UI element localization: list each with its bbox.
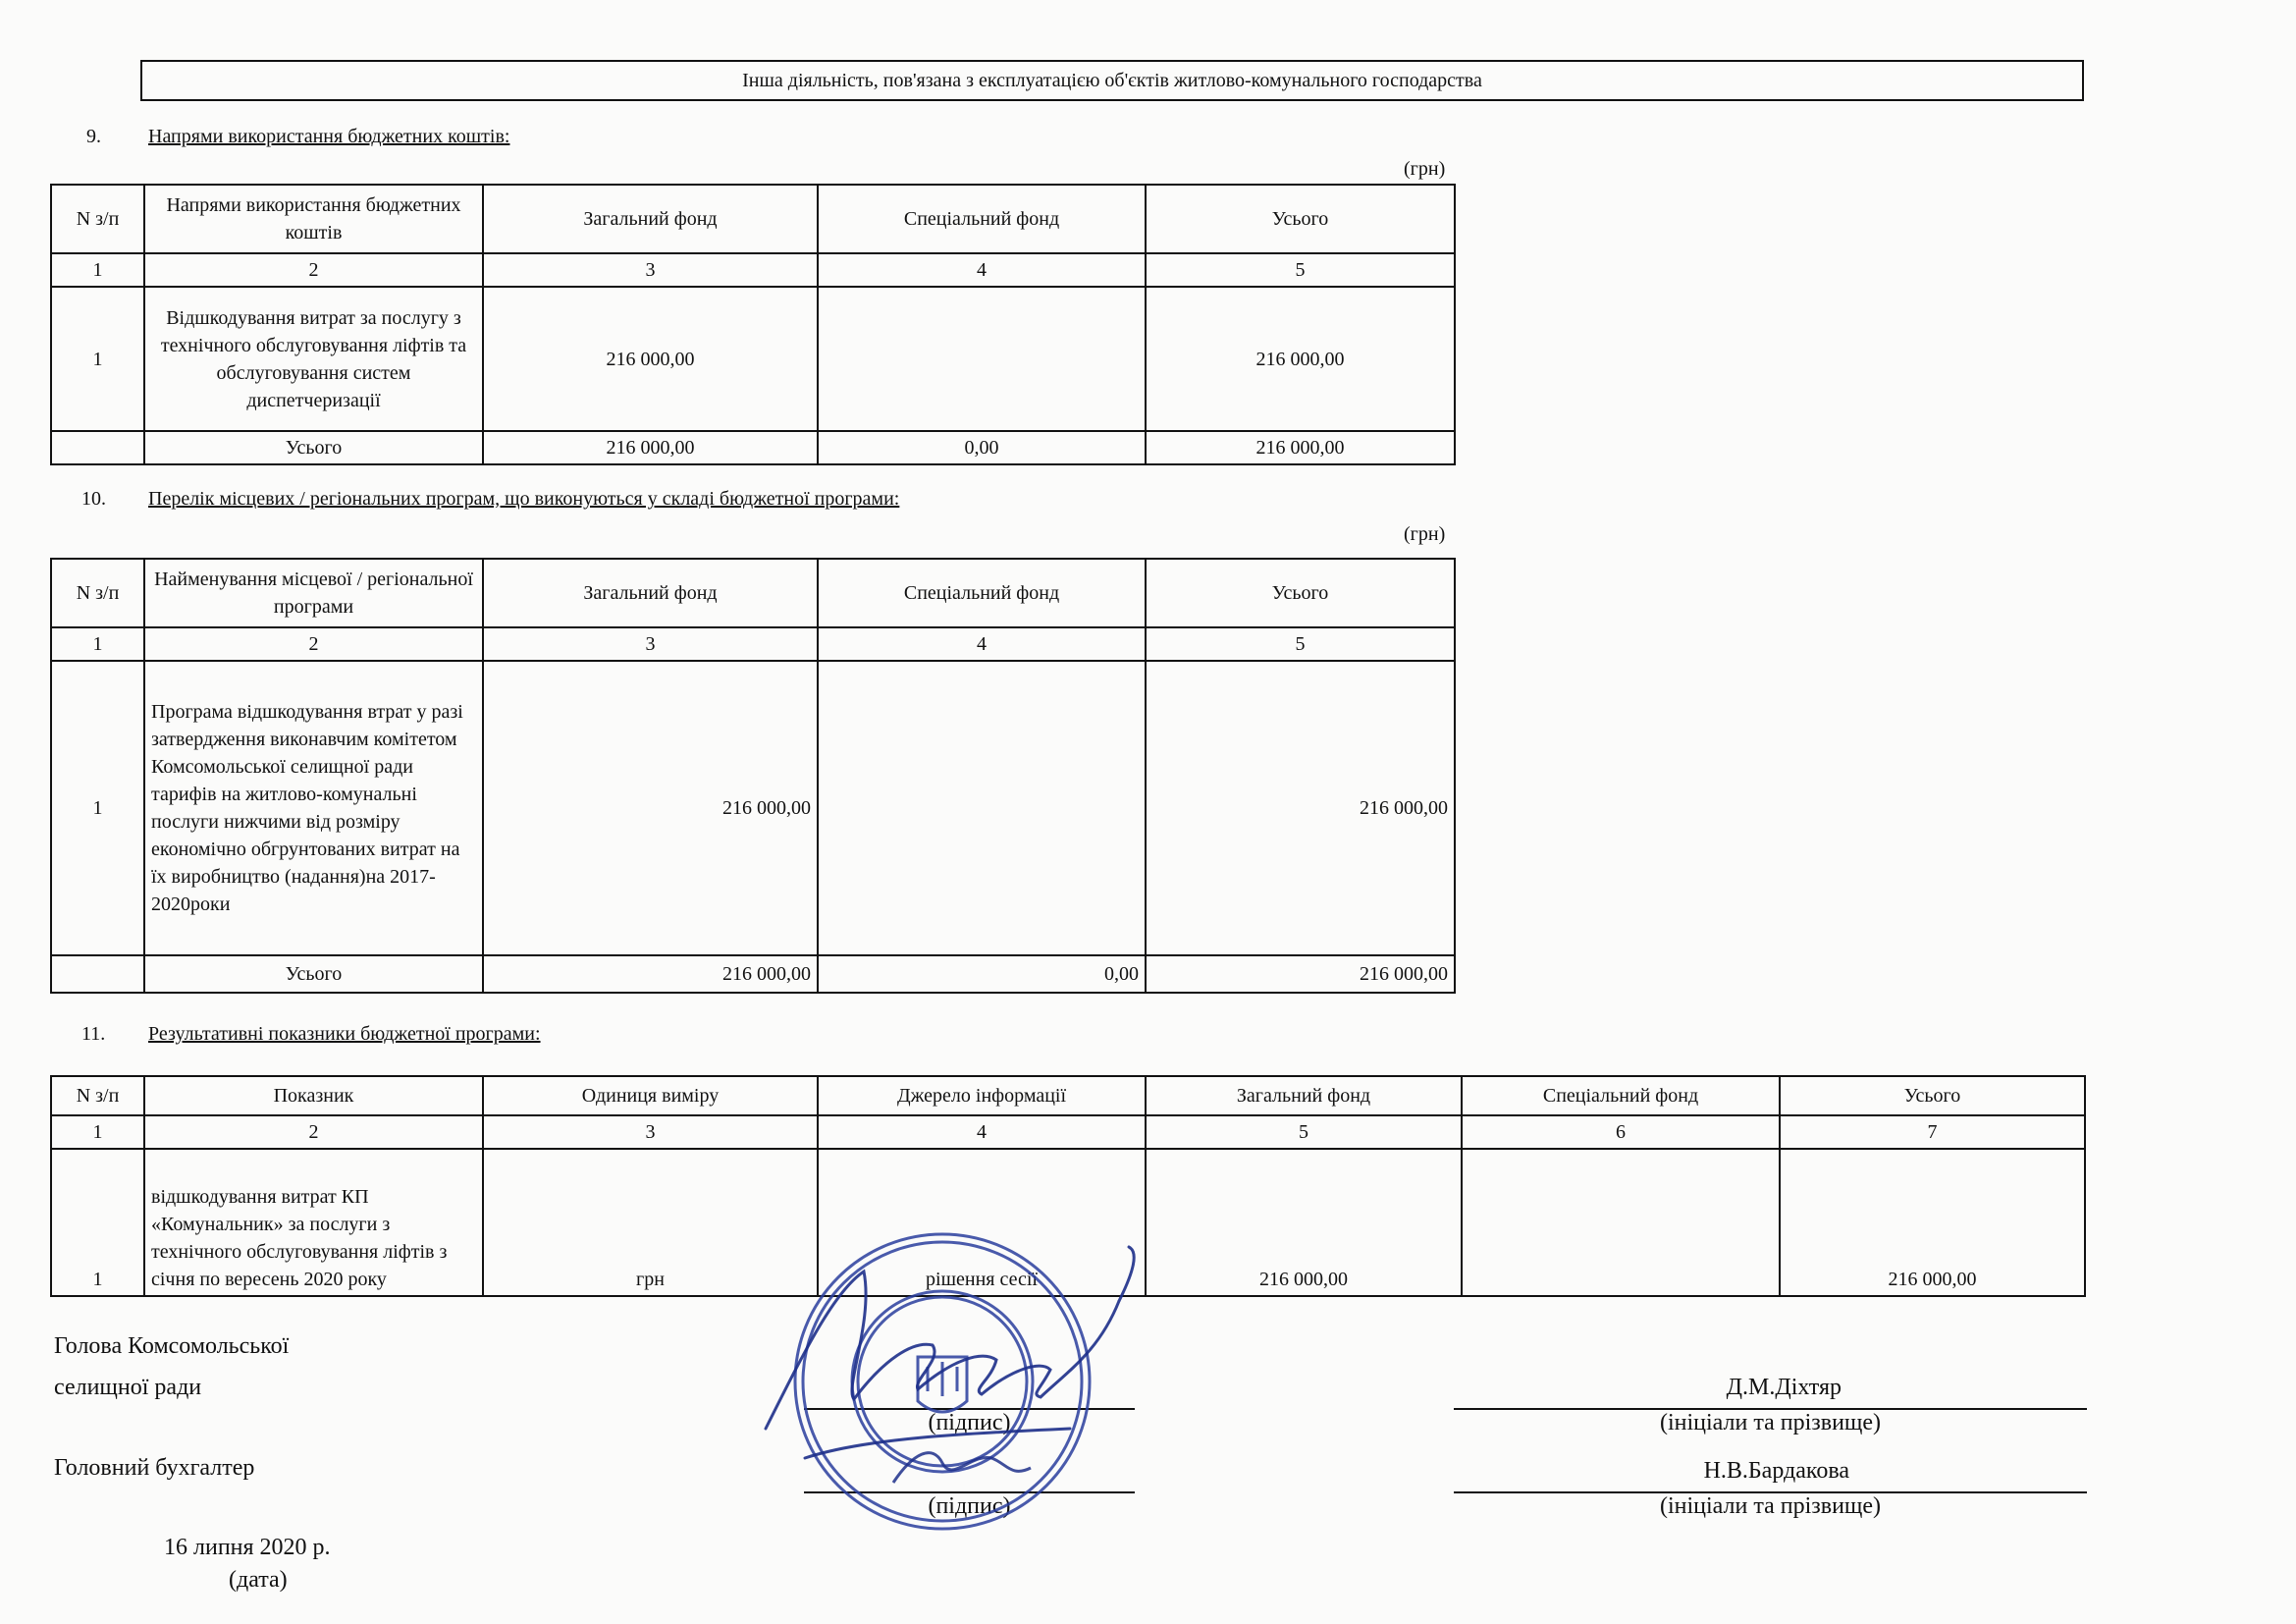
chief-accountant-title: Головний бухгалтер	[54, 1455, 255, 1481]
header-total: Усього	[1780, 1076, 2085, 1115]
row-n: 1	[51, 1149, 144, 1296]
header-indicator: Показник	[144, 1076, 483, 1115]
accountant-name: Н.В.Бардакова	[1703, 1458, 1849, 1484]
row-general-fund: 216 000,00	[483, 287, 818, 431]
row-program-name: Програма відшкодування втрат у разі затвердження виконавчим комітетом Комсомольської селищної ради тарифів на житлово-комунальні послуги нижчими від розміру економічно обгрунтованих витрат на їх виробництво (надання)на 2017-2020роки	[144, 661, 483, 955]
index-cell: 2	[144, 627, 483, 661]
index-cell: 5	[1146, 253, 1455, 287]
row-total: 216 000,00	[1780, 1149, 2085, 1296]
row-source: рішення сесії	[818, 1149, 1146, 1296]
row-unit: грн	[483, 1149, 818, 1296]
header-n: N з/п	[51, 185, 144, 253]
index-cell: 5	[1146, 627, 1455, 661]
total-row-general: 216 000,00	[483, 955, 818, 993]
header-unit: Одиниця виміру	[483, 1076, 818, 1115]
accountant-signature-caption: (підпис)	[928, 1493, 1011, 1519]
row-indicator: відшкодування витрат КП «Комунальник» за послуги з технічного обслуговування ліфтів з січня по вересень 2020 року	[144, 1149, 483, 1296]
total-row-label: Усього	[144, 955, 483, 993]
header-general-fund: Загальний фонд	[1146, 1076, 1462, 1115]
total-row-empty	[51, 431, 144, 464]
index-cell: 3	[483, 253, 818, 287]
header-general-fund: Загальний фонд	[483, 185, 818, 253]
accountant-initials-caption: (ініціали та прізвище)	[1659, 1493, 1882, 1519]
section9-title: Напрями використання бюджетних коштів:	[148, 126, 510, 147]
index-cell: 3	[483, 1115, 818, 1149]
section11-title: Результативні показники бюджетної програми:	[148, 1023, 541, 1045]
index-cell: 3	[483, 627, 818, 661]
row-general-fund: 216 000,00	[1146, 1149, 1462, 1296]
row-special-fund	[1462, 1149, 1780, 1296]
header-total: Усього	[1146, 559, 1455, 627]
header-source: Джерело інформації	[818, 1076, 1146, 1115]
row-total: 216 000,00	[1146, 287, 1455, 431]
section9-number: 9.	[86, 126, 101, 147]
top-activity-table	[140, 60, 2084, 101]
row-general-fund: 216 000,00	[483, 661, 818, 955]
section11-number: 11.	[81, 1023, 106, 1045]
head-signature-caption: (підпис)	[928, 1410, 1011, 1435]
header-special-fund: Спеціальний фонд	[818, 559, 1146, 627]
total-row-label: Усього	[144, 431, 483, 464]
total-row-empty	[51, 955, 144, 993]
accountant-signature	[883, 1434, 1041, 1502]
row-special-fund	[818, 287, 1146, 431]
header-special-fund: Спеціальний фонд	[818, 185, 1146, 253]
head-name: Д.М.Діхтяр	[1726, 1375, 1842, 1400]
index-cell: 4	[818, 1115, 1146, 1149]
index-cell: 2	[144, 253, 483, 287]
section9-unit: (грн)	[1404, 158, 1446, 180]
activity-cell: Інша діяльність, пов'язана з експлуатацією об'єктів житлово-комунального господарства	[141, 61, 2083, 100]
total-row-general: 216 000,00	[483, 431, 818, 464]
index-cell: 4	[818, 627, 1146, 661]
total-row-total: 216 000,00	[1146, 431, 1455, 464]
section10-unit: (грн)	[1404, 523, 1446, 545]
row-direction-name: Відшкодування витрат за послугу з технічного обслуговування ліфтів та обслуговування систем диспетчеризації	[144, 287, 483, 431]
header-n: N з/п	[51, 559, 144, 627]
header-directions: Напрями використання бюджетних коштів	[144, 185, 483, 253]
total-row-total: 216 000,00	[1146, 955, 1455, 993]
row-n: 1	[51, 287, 144, 431]
head-initials-caption: (ініціали та прізвище)	[1659, 1410, 1882, 1435]
index-cell: 2	[144, 1115, 483, 1149]
head-title-line1: Голова Комсомольської	[54, 1333, 290, 1359]
total-row-special: 0,00	[818, 431, 1146, 464]
section10-table	[50, 558, 1456, 994]
index-cell: 1	[51, 253, 144, 287]
header-total: Усього	[1146, 185, 1455, 253]
total-row-special: 0,00	[818, 955, 1146, 993]
header-n: N з/п	[51, 1076, 144, 1115]
section10-number: 10.	[81, 488, 106, 510]
index-cell: 5	[1146, 1115, 1462, 1149]
section9-table	[50, 184, 1456, 465]
head-title-line2: селищної ради	[54, 1375, 202, 1400]
header-special-fund: Спеціальний фонд	[1462, 1076, 1780, 1115]
index-cell: 1	[51, 627, 144, 661]
date-caption: (дата)	[229, 1567, 288, 1593]
header-program-name: Найменування місцевої / регіональної програми	[144, 559, 483, 627]
header-general-fund: Загальний фонд	[483, 559, 818, 627]
row-n: 1	[51, 661, 144, 955]
index-cell: 1	[51, 1115, 144, 1149]
index-cell: 7	[1780, 1115, 2085, 1149]
date-value: 16 липня 2020 р.	[164, 1535, 331, 1560]
index-cell: 4	[818, 253, 1146, 287]
row-special-fund	[818, 661, 1146, 955]
section10-title: Перелік місцевих / регіональних програм, що виконуються у складі бюджетної програми:	[148, 488, 900, 510]
index-cell: 6	[1462, 1115, 1780, 1149]
row-total: 216 000,00	[1146, 661, 1455, 955]
